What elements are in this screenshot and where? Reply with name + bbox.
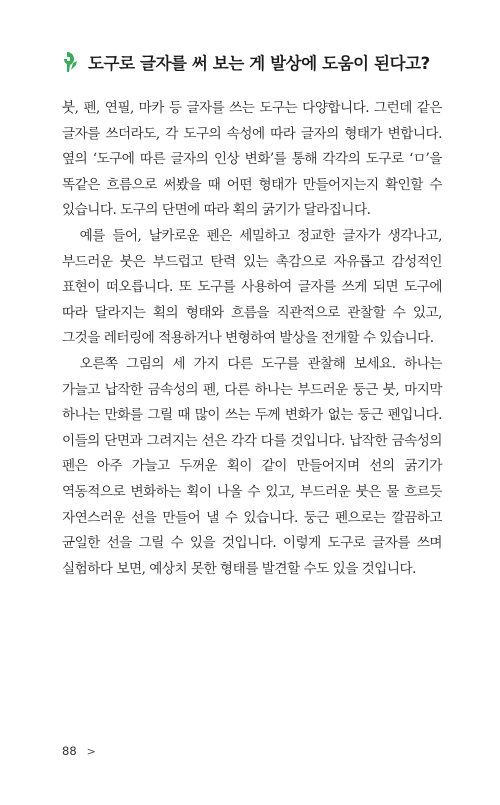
page-footer bbox=[62, 743, 96, 759]
paragraph-2: 예를 들어, 날카로운 펜은 세밀하고 정교한 글자가 생각나고, 부드러운 붓은 부드럽고 탄력 있는 촉감으로 자유롭고 감성적인 표현이 떠오릅니다. 또 도구를 사용하여 글자를 쓰게 되면 도구에 따라 달라지는 획의 형태와 흐름을 직관적으로 관찰할 수 있고, 그것을 레터링에 적용하거나 변형하여 발상을 전개할 수 있습니다. bbox=[62, 227, 442, 347]
paragraph-1: 붓, 펜, 연필, 마카 등 글자를 쓰는 도구는 다양합니다. 그런데 같은 글자를 쓰더라도, 각 도구의 속성에 따라 글자의 형태가 변합니다. 옆의 ‘도구에 따른 글자의 인상 변화’를 통해 각각의 도구로 ‘ㅁ’을 똑같은 흐름으로 써봤을 때 어떤 형태가 만들어지는지 확인할 수 있습니다. 도구의 단면에 따라 획의 굵기가 달라집니다. bbox=[62, 100, 442, 219]
next-page-arrow-icon: > bbox=[86, 744, 96, 758]
section-heading bbox=[62, 49, 462, 75]
body-text bbox=[62, 96, 442, 582]
page-number: 88 bbox=[62, 744, 77, 758]
paragraph-3: 오른쪽 그림의 세 가지 다른 도구를 관찰해 보세요. 하나는 가늘고 납작한 금속성의 펜, 다른 하나는 부드러운 둥근 붓, 마지막 하나는 만화를 그릴 때 많이 쓰는 두께 변화가 없는 둥근 펜입니다. 이들의 단면과 그려지는 선은 각각 다를 것입니다. 납작한 금속성의 펜은 아주 가늘고 두꺼운 획이 같이 만들어지며 선의 굵기가 역동적으로 변화하는 획이 나올 수 있고, 부드러운 붓은 물 흐르듯 자연스러운 선을 만들어 낼 수 있습니다. 둥근 펜으로는 깔끔하고 균일한 선을 그릴 수 있을 것입니다. 이렇게 도구로 글자를 쓰며 실험하다 보면, 예상치 못한 형태를 발견할 수도 있을 것입니다. bbox=[62, 355, 442, 577]
green-pen-nib-icon bbox=[62, 51, 78, 73]
section-title: 도구로 글자를 써 보는 게 발상에 도움이 된다고? bbox=[88, 54, 430, 73]
